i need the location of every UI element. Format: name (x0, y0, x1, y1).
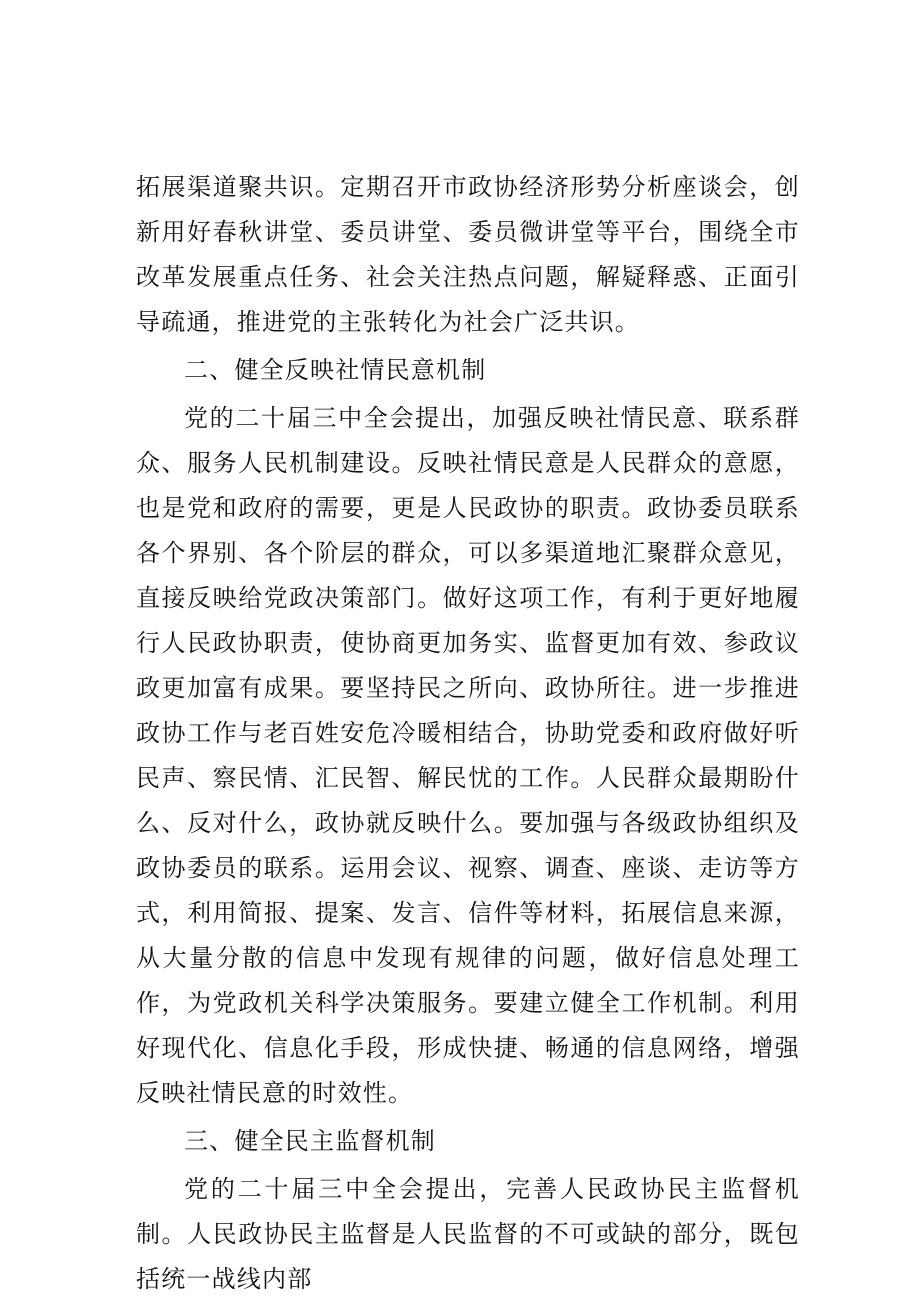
section-2-heading: 二、健全反映社情民意机制 (184, 356, 487, 384)
section-2-paragraph: 党的二十届三中全会提出，加强反映社情民意、联系群众、服务人民机制建设。反映社情民意是人民群众的意愿，也是党和政府的需要，更是人民政协的职责。政协委员联系各个界别、各个阶层的群众，可以多渠道地汇聚群众意见，直接反映给党政决策部门。做好这项工作，有利于更好地履行人民政协职责，使协商更加务实、监督更加有效、参政议政更加富有成果。要坚持民之所向、政协所往。进一步推进政协工作与老百姓安危冷暖相结合，协助党委和政府做好听民声、察民情、汇民智、解民忧的工作。人民群众最期盼什么、反对什么，政协就反映什么。要加强与各级政协组织及政协委员的联系。运用会议、视察、调查、座谈、走访等方式，利用简报、提案、发言、信件等材料，拓展信息来源，从大量分散的信息中发现有规律的问题，做好信息处理工作，为党政机关科学决策服务。要建立健全工作机制。利用好现代化、信息化手段，形成快捷、畅通的信息网络，增强反映社情民意的时效性。 (136, 404, 800, 1107)
document-body (136, 165, 800, 1302)
paragraph-continuation: 拓展渠道聚共识。定期召开市政协经济形势分析座谈会，创新用好春秋讲堂、委员讲堂、委员微讲堂等平台，围绕全市改革发展重点任务、社会关注热点问题，解疑释惑、正面引导疏通，推进党的主张转化为社会广泛共识。 (136, 173, 800, 336)
section-3-heading: 三、健全民主监督机制 (184, 1127, 436, 1155)
section-3-paragraph: 党的二十届三中全会提出，完善人民政协民主监督机制。人民政协民主监督是人民监督的不可或缺的部分，既包括统一战线内部 (136, 1175, 800, 1293)
